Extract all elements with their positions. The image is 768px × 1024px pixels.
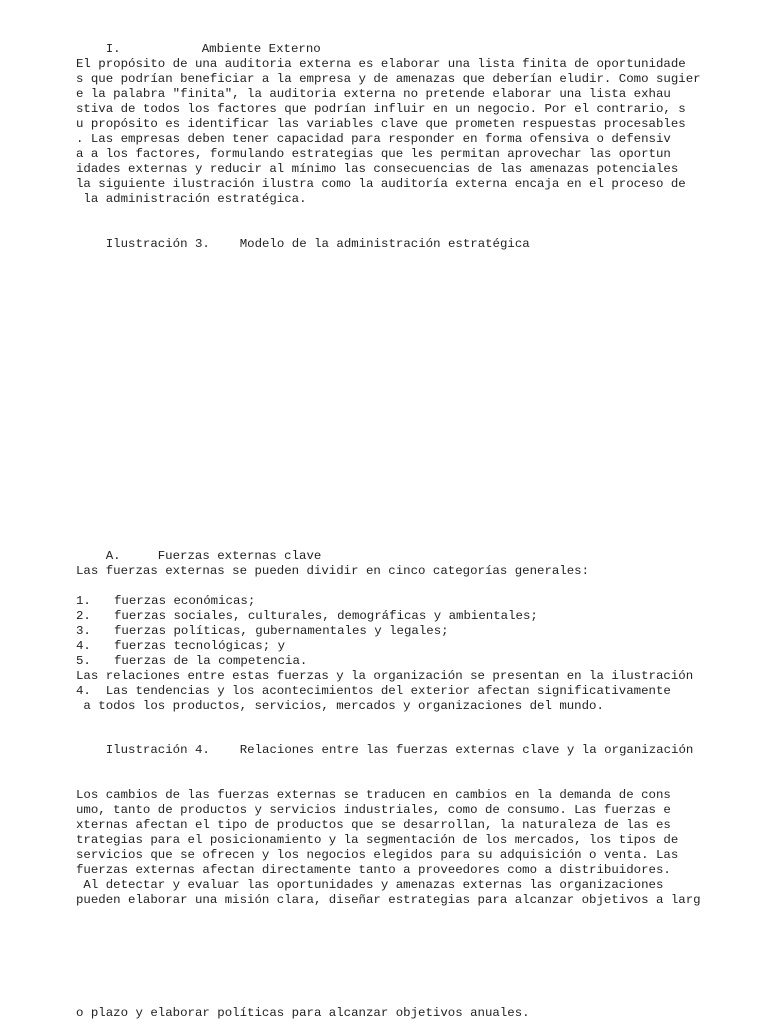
section-i-title: Ambiente Externo <box>201 42 321 56</box>
text-line: Las relaciones entre estas fuerzas y la organización se presentan en la ilustración <box>76 669 694 683</box>
section-a-letter: A. <box>105 549 121 563</box>
illustration-4-label: Ilustración 4. <box>105 743 210 757</box>
text-line: servicios que se ofrecen y los negocios elegidos para su adquisición o venta. Las <box>76 848 679 862</box>
text-line: trategias para el posicionamiento y la segmentación de los mercados, los tipos de <box>76 833 679 847</box>
text-line: idades externas y reducir al mínimo las consecuencias de las amenazas potenciales <box>76 162 679 176</box>
paragraph-cambios-fuerzas <box>76 788 701 908</box>
paragraph-relaciones <box>76 669 693 714</box>
forces-list <box>76 594 538 669</box>
text-line: Al detectar y evaluar las oportunidades y amenazas externas las organizaciones <box>76 878 664 892</box>
text-line: Los cambios de las fuerzas externas se traducen en cambios en la demanda de cons <box>76 788 671 802</box>
section-i-heading <box>76 27 321 56</box>
list-text: fuerzas sociales, culturales, demográficas y ambientales; <box>114 609 538 623</box>
text-line: la siguiente ilustración ilustra como la auditoría externa encaja en el proceso de <box>76 177 686 191</box>
paragraph-continuation: o plazo y elaborar políticas para alcanzar objetivos anuales. <box>76 1006 530 1020</box>
illustration-3-label: Ilustración 3. <box>105 237 210 251</box>
list-text: fuerzas económicas; <box>114 594 256 608</box>
list-text: fuerzas de la competencia. <box>114 654 308 668</box>
section-i-number: I. <box>105 42 121 56</box>
text-line: u propósito es identificar las variables clave que prometen respuestas procesables <box>76 117 686 131</box>
text-line: pueden elaborar una misión clara, diseñar estrategias para alcanzar objetivos a larg <box>76 893 701 907</box>
list-item <box>76 609 538 624</box>
paragraph-auditoria-externa <box>76 57 701 207</box>
illustration-4-caption <box>76 728 694 757</box>
list-text: fuerzas políticas, gubernamentales y legales; <box>114 624 449 638</box>
illustration-3-title: Modelo de la administración estratégica <box>239 237 530 251</box>
text-line: xternas afectan el tipo de productos que se desarrollan, la naturaleza de las es <box>76 818 671 832</box>
text-line: a todos los productos, servicios, mercados y organizaciones del mundo. <box>76 699 604 713</box>
illustration-3-caption <box>76 222 530 251</box>
text-line: . Las empresas deben tener capacidad para responder en forma ofensiva o defensiv <box>76 132 671 146</box>
list-number: 3. <box>76 624 91 638</box>
text-line: umo, tanto de productos y servicios industriales, como de consumo. Las fuerzas e <box>76 803 671 817</box>
text-line: a a los factores, formulando estrategias que les permitan aprovechar las oportun <box>76 147 671 161</box>
section-a-title: Fuerzas externas clave <box>157 549 322 563</box>
list-item <box>76 654 538 669</box>
text-line: stiva de todos los factores que podrían influir en un negocio. Por el contrario, s <box>76 102 686 116</box>
text-line: fuerzas externas afectan directamente tanto a proveedores como a distribuidores. <box>76 863 671 877</box>
list-item <box>76 594 538 609</box>
forces-intro: Las fuerzas externas se pueden dividir en cinco categorías generales: <box>76 564 590 578</box>
list-text: fuerzas tecnológicas; y <box>114 639 286 653</box>
list-number: 4. <box>76 639 91 653</box>
text-line: El propósito de una auditoria externa es elaborar una lista finita de oportunidade <box>76 57 686 71</box>
illustration-4-title: Relaciones entre las fuerzas externas clave y la organización <box>239 743 694 757</box>
list-number: 5. <box>76 654 91 668</box>
list-number: 1. <box>76 594 91 608</box>
list-item <box>76 624 538 639</box>
text-line: la administración estratégica. <box>76 192 307 206</box>
section-a-heading <box>76 534 322 563</box>
list-number: 2. <box>76 609 91 623</box>
text-line: e la palabra "finita", la auditoria externa no pretende elaborar una lista exhau <box>76 87 671 101</box>
text-line: s que podrían beneficiar a la empresa y de amenazas que deberían eludir. Como sugier <box>76 72 701 86</box>
list-item <box>76 639 538 654</box>
text-line: 4. Las tendencias y los acontecimientos del exterior afectan significativamente <box>76 684 671 698</box>
